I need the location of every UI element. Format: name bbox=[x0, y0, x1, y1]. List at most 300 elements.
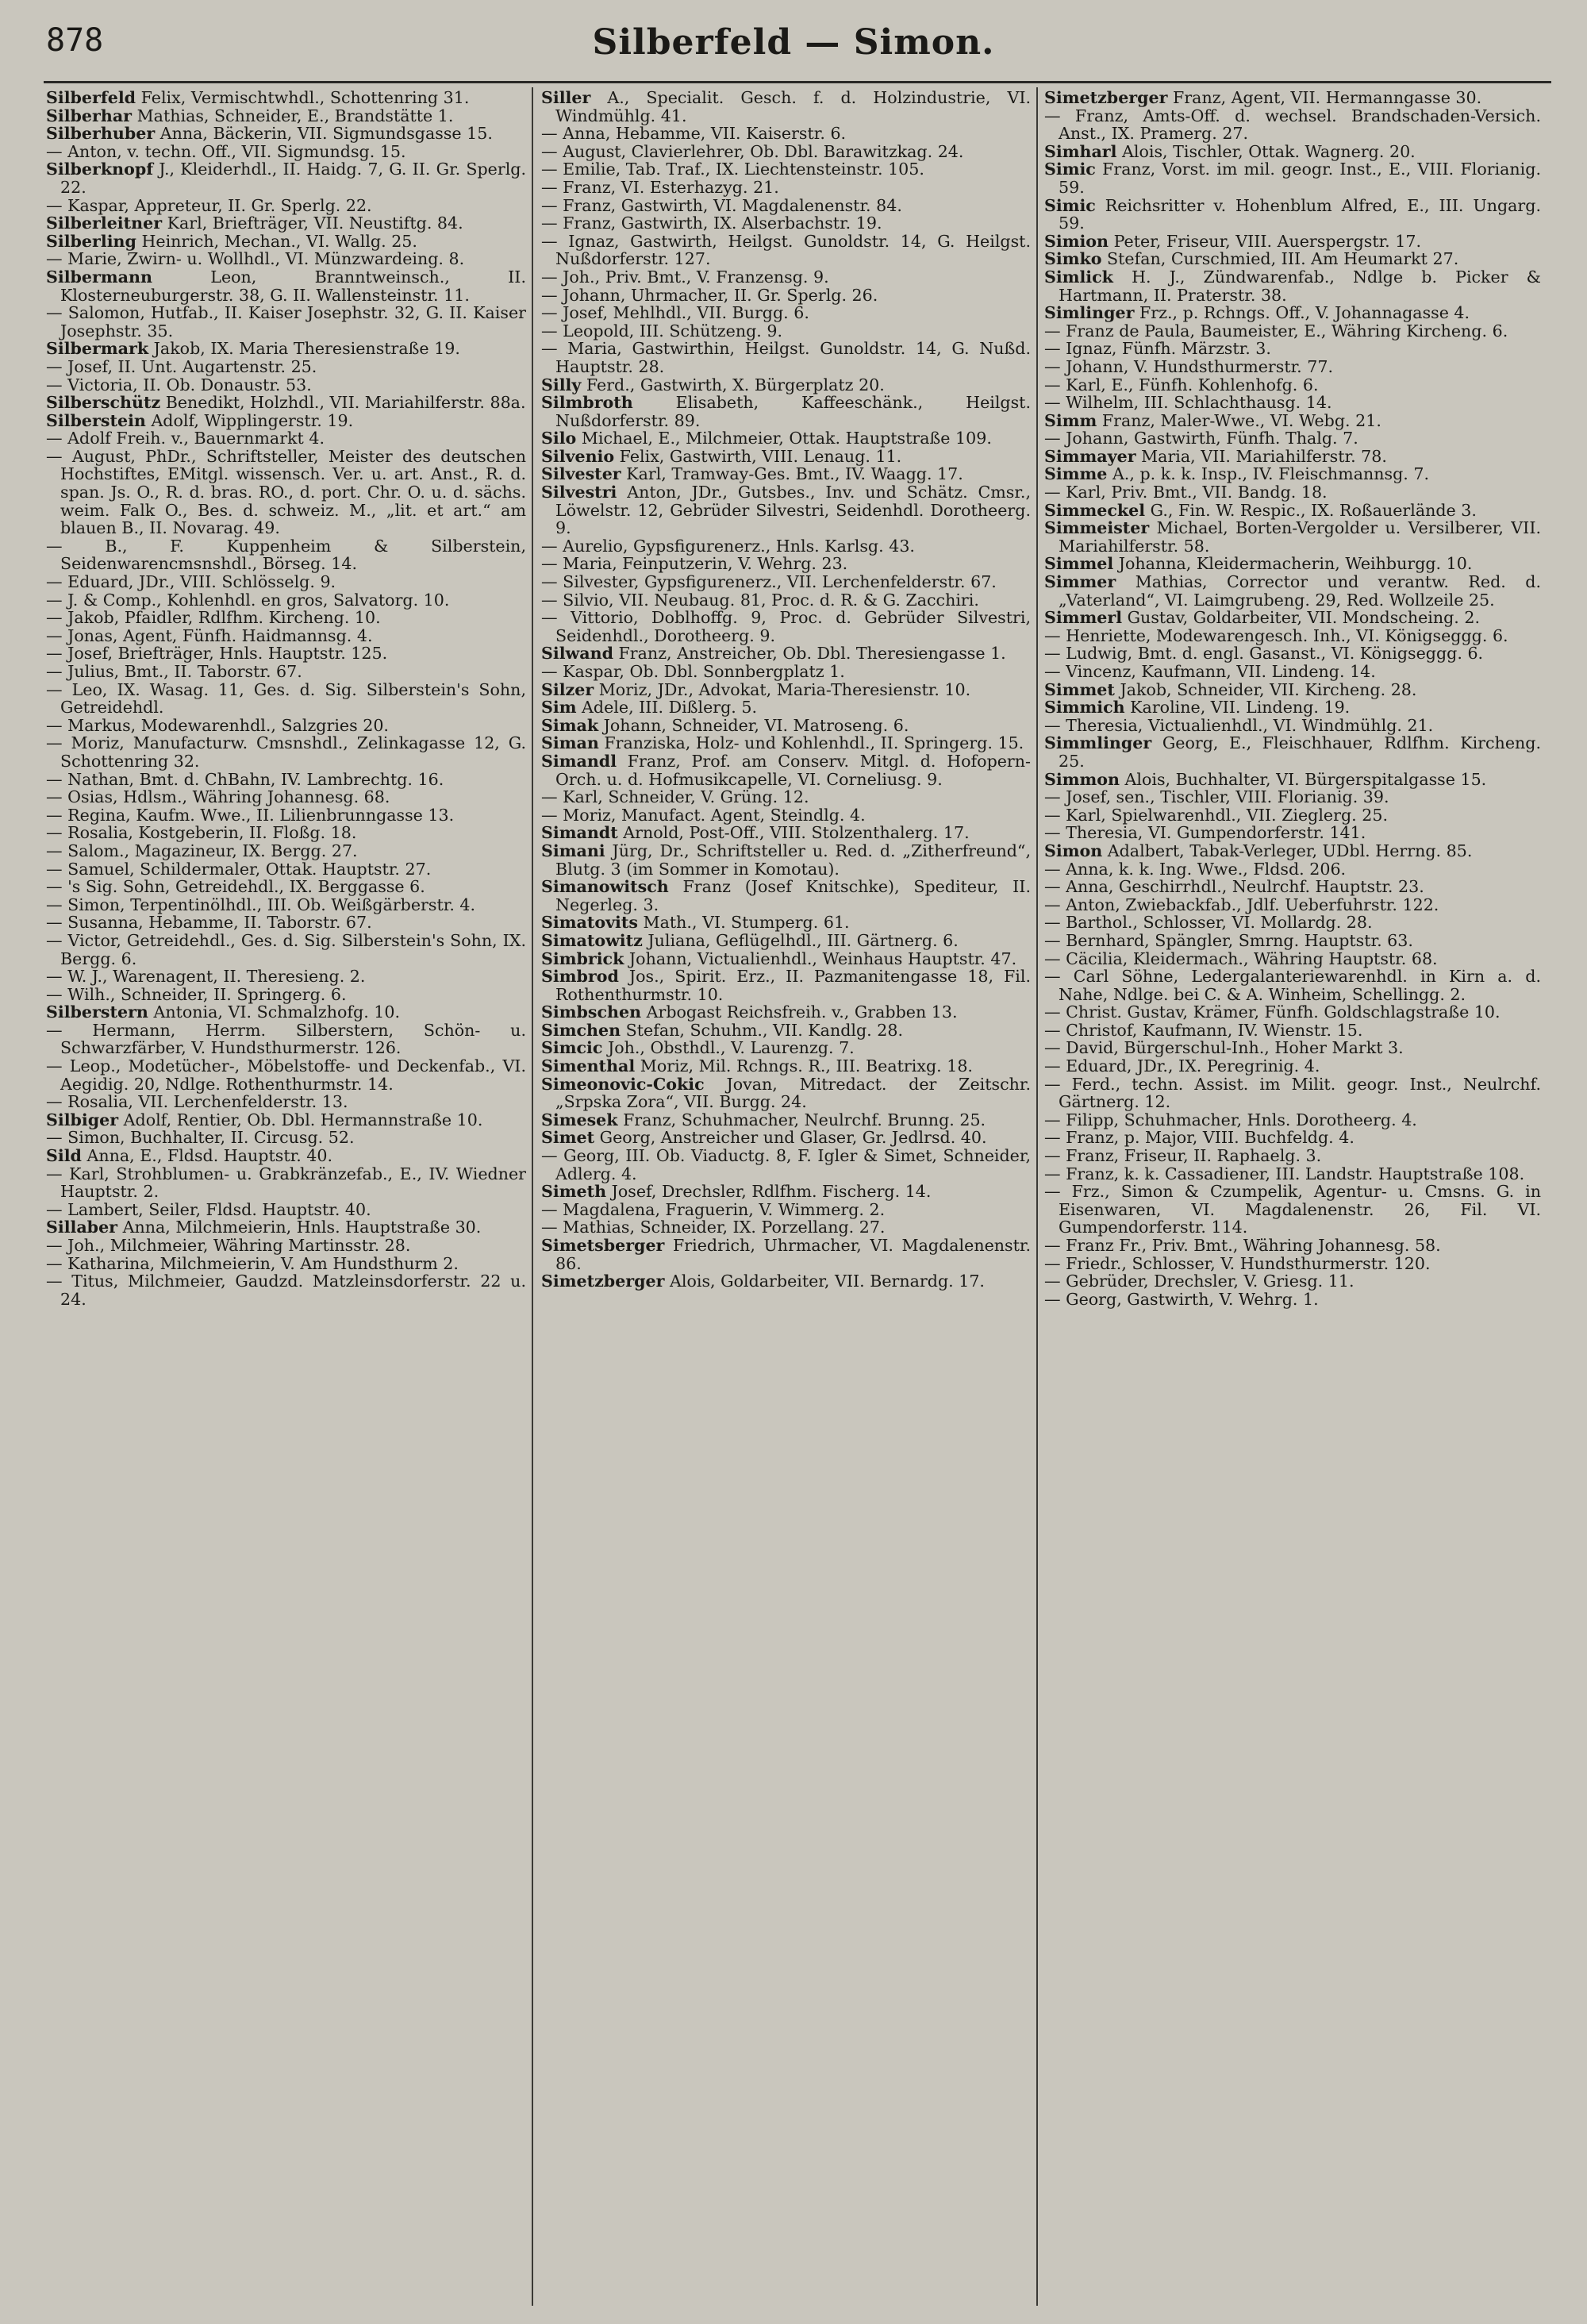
entry-text: Friedrich, Uhrmacher, VI. Magdalenenstr. 86. bbox=[555, 1236, 1031, 1273]
directory-entry bbox=[46, 250, 526, 268]
directory-entry bbox=[1044, 1039, 1541, 1057]
entry-text: J., Kleiderhdl., II. Haidg. 7, G. II. Gr. Sperlg. 22. bbox=[60, 160, 526, 197]
directory-entry bbox=[541, 1147, 1031, 1183]
entry-text: Antonia, VI. Schmalzhofg. 10. bbox=[153, 1002, 401, 1022]
directory-entry bbox=[46, 1165, 526, 1201]
directory-entry bbox=[46, 143, 526, 161]
entry-text: Felix, Gastwirth, VIII. Lenaug. 11. bbox=[619, 446, 902, 466]
entry-text: — Franz, Amts-Off. d. wechsel. Brandschaden-Versich. Anst., IX. Pramerg. 27. bbox=[1044, 106, 1541, 144]
entry-text: Moriz, JDr., Advokat, Maria-Theresienstr. 10. bbox=[598, 679, 971, 699]
entry-text: — Leopold, III. Schützeng. 9. bbox=[541, 321, 783, 341]
directory-entry bbox=[1044, 358, 1541, 376]
directory-entry bbox=[46, 986, 526, 1004]
directory-entry bbox=[46, 1272, 526, 1308]
entry-text: — Franz, p. Major, VIII. Buchfeldg. 4. bbox=[1044, 1128, 1355, 1148]
entry-text: — August, Clavierlehrer, Ob. Dbl. Barawitzkag. 24. bbox=[541, 141, 964, 161]
directory-entry bbox=[541, 179, 1031, 197]
entry-text: — Franz de Paula, Baumeister, E., Währing Kircheng. 6. bbox=[1044, 321, 1508, 341]
column-divider bbox=[1036, 87, 1038, 2306]
directory-entry bbox=[1044, 233, 1541, 251]
entry-text: — Nathan, Bmt. d. ChBahn, IV. Lambrechtg. 16. bbox=[46, 769, 444, 789]
entry-text: — Simon, Terpentinölhdl., III. Ob. Weißgärberstr. 4. bbox=[46, 895, 476, 914]
entry-surname: Simmayer bbox=[1044, 446, 1136, 466]
directory-entry bbox=[46, 968, 526, 986]
directory-entry bbox=[46, 1147, 526, 1165]
entry-surname: Silwand bbox=[541, 644, 613, 664]
entry-text: — Rosalia, Kostgeberin, II. Floßg. 18. bbox=[46, 823, 357, 843]
directory-entry bbox=[46, 806, 526, 825]
entry-text: — Jonas, Agent, Fünfh. Haidmannsg. 4. bbox=[46, 625, 373, 645]
directory-entry bbox=[541, 1111, 1031, 1129]
directory-entry bbox=[541, 1201, 1031, 1219]
directory-entry bbox=[541, 340, 1031, 375]
entry-text: Juliana, Geflügelhdl., III. Gärtnerg. 6. bbox=[647, 930, 959, 950]
directory-entry bbox=[541, 644, 1031, 663]
directory-entry bbox=[46, 89, 526, 107]
directory-entry bbox=[541, 465, 1031, 483]
entry-surname: Siller bbox=[541, 89, 591, 107]
directory-entry bbox=[46, 681, 526, 717]
directory-entry bbox=[541, 537, 1031, 556]
entry-text: — Karl, Spielwarenhdl., VII. Zieglerg. 25. bbox=[1044, 805, 1388, 825]
running-title: Silberfeld — Simon. bbox=[592, 22, 995, 63]
entry-text: Felix, Vermischtwhdl., Schottenring 31. bbox=[140, 89, 470, 107]
entry-text: — Kaspar, Ob. Dbl. Sonnbergplatz 1. bbox=[541, 662, 845, 681]
entry-text: — Ignaz, Gastwirth, Heilgst. Gunoldstr. 14, G. Heilgst. Nußdorferstr. 127. bbox=[541, 231, 1031, 269]
column-2 bbox=[541, 89, 1031, 2303]
directory-entry bbox=[46, 1201, 526, 1219]
entry-text: — Susanna, Hebamme, II. Taborstr. 67. bbox=[46, 913, 372, 933]
entry-text: Arnold, Post-Off., VIII. Stolzenthalerg. 17. bbox=[623, 823, 970, 843]
entry-text: Anton, JDr., Gutsbes., Inv. und Schätz. Cmsr., Löwelstr. 12, Gebrüder Silvestri, Seidenhdl. Dorotheerg. 9. bbox=[555, 483, 1031, 538]
directory-entry bbox=[46, 1022, 526, 1057]
entry-text: Anna, Bäckerin, VII. Sigmundsgasse 15. bbox=[159, 124, 493, 144]
directory-entry bbox=[541, 214, 1031, 233]
directory-entry bbox=[1044, 1255, 1541, 1273]
directory-entry bbox=[541, 788, 1031, 806]
directory-entry bbox=[541, 717, 1031, 735]
directory-entry bbox=[46, 197, 526, 215]
entry-text: — Aurelio, Gypsfigurenerz., Hnls. Karlsg. 43. bbox=[541, 536, 915, 556]
directory-entry bbox=[541, 734, 1031, 752]
entry-text: — Victoria, II. Ob. Donaustr. 53. bbox=[46, 375, 312, 394]
entry-text: Anna, Milchmeierin, Hnls. Hauptstraße 30. bbox=[122, 1218, 482, 1237]
entry-text: — Lambert, Seiler, Fldsd. Hauptstr. 40. bbox=[46, 1199, 371, 1219]
entry-surname: Silo bbox=[541, 429, 577, 448]
directory-entry bbox=[541, 1129, 1031, 1147]
entry-surname: Silbermann bbox=[46, 267, 152, 287]
directory-entry bbox=[541, 394, 1031, 429]
entry-text: Franz, Anstreicher, Ob. Dbl. Theresiengasse 1. bbox=[618, 644, 1006, 664]
entry-text: Frz., p. Rchngs. Off., V. Johannagasse 4. bbox=[1139, 303, 1470, 323]
entry-text: Johann, Schneider, VI. Matroseng. 6. bbox=[603, 715, 909, 735]
entry-text: Elisabeth, Kaffeeschänk., Heilgst. Nußdorferstr. 89. bbox=[555, 393, 1031, 430]
entry-surname: Sillaber bbox=[46, 1218, 118, 1237]
entry-text: — Vincenz, Kaufmann, VII. Lindeng. 14. bbox=[1044, 662, 1376, 681]
directory-entry bbox=[1044, 1075, 1541, 1111]
directory-entry bbox=[46, 717, 526, 735]
entry-text: Jakob, Schneider, VII. Kircheng. 28. bbox=[1120, 679, 1417, 699]
entry-surname: Siman bbox=[541, 733, 599, 753]
entry-text: — Barthol., Schlosser, VI. Mollardg. 28. bbox=[1044, 913, 1373, 933]
entry-text: — Wilhelm, III. Schlachthausg. 14. bbox=[1044, 393, 1332, 413]
directory-entry bbox=[541, 125, 1031, 143]
entry-text: — Josef, Briefträger, Hnls. Hauptstr. 125. bbox=[46, 644, 388, 664]
entry-text: — Ferd., techn. Assist. im Milit. geogr. Inst., Neulrchf. Gärtnerg. 12. bbox=[1044, 1074, 1541, 1112]
entry-surname: Silvester bbox=[541, 464, 621, 484]
entry-text: — Carl Söhne, Ledergalanteriewarenhdl. in Kirn a. d. Nahe, Ndlge. bei C. & A. Winheim, Schellingg. 2. bbox=[1044, 967, 1541, 1004]
entry-text: Georg, Anstreicher und Glaser, Gr. Jedlrsd. 40. bbox=[599, 1128, 987, 1148]
directory-entry bbox=[46, 644, 526, 663]
entry-text: Maria, VII. Mariahilferstr. 78. bbox=[1141, 446, 1387, 466]
entry-text: Adolf, Wipplingerstr. 19. bbox=[151, 410, 354, 430]
entry-surname: Simlinger bbox=[1044, 303, 1135, 323]
directory-entry bbox=[541, 1022, 1031, 1040]
directory-entry bbox=[1044, 519, 1541, 555]
directory-entry bbox=[541, 429, 1031, 448]
entry-text: Adele, III. Dißlerg. 5. bbox=[582, 698, 758, 718]
directory-entry bbox=[541, 681, 1031, 699]
directory-entry bbox=[1044, 107, 1541, 143]
entry-text: Franz (Josef Knitschke), Spediteur, II. Negerleg. 3. bbox=[555, 877, 1031, 914]
directory-entry bbox=[46, 878, 526, 896]
entry-surname: Simbschen bbox=[541, 1002, 642, 1022]
entry-surname: Silberstein bbox=[46, 410, 146, 430]
entry-text: Jovan, Mitredact. der Zeitschr. „Srpska Zora“, VII. Burgg. 24. bbox=[555, 1074, 1031, 1112]
entry-text: Leon, Branntweinsch., II. Klosterneuburgerstr. 38, G. II. Wallensteinstr. 11. bbox=[60, 267, 526, 305]
entry-text: — Vittorio, Doblhoffg. 9, Proc. d. Gebrüder Silvestri, Seidenhdl., Dorotheerg. 9. bbox=[541, 608, 1031, 645]
entry-surname: Simatovits bbox=[541, 913, 638, 933]
entry-surname: Simbrick bbox=[541, 948, 624, 968]
entry-text: Jos., Spirit. Erz., II. Pazmanitengasse 18, Fil. Rothenthurmstr. 10. bbox=[555, 967, 1031, 1004]
entry-surname: Simmel bbox=[1044, 554, 1114, 574]
entry-text: — Hermann, Herrm. Silberstern, Schön- u. Schwarzfärber, V. Hundsthurmerstr. 126. bbox=[46, 1020, 526, 1058]
entry-text: Michael, E., Milchmeier, Ottak. Hauptstraße 109. bbox=[581, 429, 992, 448]
entry-text: — Henriette, Modewarengesch. Inh., VI. Königseggg. 6. bbox=[1044, 625, 1508, 645]
directory-entry bbox=[541, 824, 1031, 842]
entry-surname: Simmerl bbox=[1044, 608, 1123, 628]
directory-entry bbox=[46, 429, 526, 448]
entry-surname: Simmeister bbox=[1044, 518, 1150, 538]
directory-entry bbox=[1044, 968, 1541, 1003]
entry-text: Heinrich, Mechan., VI. Wallg. 25. bbox=[141, 231, 417, 251]
directory-entry bbox=[46, 914, 526, 932]
entry-text: Franz, Vorst. im mil. geogr. Inst., E., VIII. Florianig. 59. bbox=[1059, 160, 1541, 197]
entry-text: Alois, Tischler, Ottak. Wagnerg. 20. bbox=[1122, 141, 1416, 161]
directory-entry bbox=[1044, 555, 1541, 573]
directory-entry bbox=[46, 573, 526, 591]
entry-text: — Anton, Zwiebackfab., Jdlf. Ueberfuhrstr. 122. bbox=[1044, 895, 1439, 914]
entry-surname: Simbrod bbox=[541, 967, 619, 987]
entry-surname: Simmlinger bbox=[1044, 733, 1152, 753]
entry-text: — Franz, VI. Esterhazyg. 21. bbox=[541, 177, 779, 197]
directory-entry bbox=[1044, 914, 1541, 932]
entry-text: Johanna, Kleidermacherin, Weihburgg. 10. bbox=[1118, 554, 1473, 574]
directory-entry bbox=[1044, 627, 1541, 645]
directory-entry bbox=[541, 842, 1031, 878]
entry-text: Mathias, Corrector und verantw. Red. d. „Vaterland“, VI. Laimgrubeng. 29, Red. Wollzeile 25. bbox=[1059, 572, 1541, 610]
entry-text: — Jakob, Pfaidler, Rdlfhm. Kircheng. 10. bbox=[46, 608, 381, 628]
directory-entry bbox=[46, 340, 526, 358]
directory-entry bbox=[46, 860, 526, 879]
entry-text: — Christ. Gustav, Krämer, Fünfh. Goldschlagstraße 10. bbox=[1044, 1002, 1501, 1022]
entry-surname: Simchen bbox=[541, 1020, 621, 1040]
entry-text: — Julius, Bmt., II. Taborstr. 67. bbox=[46, 662, 302, 681]
directory-entry bbox=[1044, 1183, 1541, 1237]
entry-surname: Silberknopf bbox=[46, 160, 154, 179]
directory-entry bbox=[541, 1039, 1031, 1057]
directory-entry bbox=[46, 734, 526, 770]
entry-text: — Simon, Buchhalter, II. Circusg. 52. bbox=[46, 1128, 355, 1148]
directory-entry bbox=[46, 932, 526, 968]
entry-text: — Karl, Priv. Bmt., VII. Bandg. 18. bbox=[1044, 483, 1328, 502]
entry-text: — Anna, Geschirrhdl., Neulrchf. Hauptstr. 23. bbox=[1044, 877, 1424, 897]
entry-text: Michael, Borten-Vergolder u. Versilberer, VII. Mariahilferstr. 58. bbox=[1059, 518, 1541, 556]
directory-entry bbox=[541, 698, 1031, 717]
entry-text: — Franz Fr., Priv. Bmt., Währing Johannesg. 58. bbox=[1044, 1236, 1441, 1255]
entry-text: — Maria, Gastwirthin, Heilgst. Gunoldstr. 14, G. Nußd. Hauptstr. 28. bbox=[541, 339, 1031, 376]
directory-entry bbox=[541, 609, 1031, 644]
entry-text: — Samuel, Schildermaler, Ottak. Hauptstr. 27. bbox=[46, 859, 432, 879]
directory-entry bbox=[46, 412, 526, 430]
directory-entry bbox=[541, 950, 1031, 968]
entry-text: — Marie, Zwirn- u. Wollhdl., VI. Münzwardeing. 8. bbox=[46, 249, 465, 269]
entry-surname: Silberstern bbox=[46, 1002, 148, 1022]
directory-entry bbox=[1044, 717, 1541, 735]
entry-text: Adolf, Rentier, Ob. Dbl. Hermannstraße 10. bbox=[123, 1110, 483, 1129]
directory-entry bbox=[541, 268, 1031, 287]
entry-text: — Theresia, VI. Gumpendorferstr. 141. bbox=[1044, 823, 1366, 843]
directory-entry bbox=[541, 932, 1031, 950]
entry-text: — Franz, Friseur, II. Raphaelg. 3. bbox=[1044, 1146, 1322, 1166]
entry-surname: Silberhar bbox=[46, 106, 133, 125]
page-header bbox=[0, 0, 1587, 87]
directory-entry bbox=[1044, 502, 1541, 520]
entry-surname: Simeth bbox=[541, 1182, 607, 1202]
entry-text: — Magdalena, Fraguerin, V. Wimmerg. 2. bbox=[541, 1199, 886, 1219]
entry-surname: Simeonovic-Cokic bbox=[541, 1074, 705, 1094]
directory-entry bbox=[541, 143, 1031, 161]
directory-entry bbox=[46, 376, 526, 394]
entry-text: Moriz, Mil. Rchngs. R., III. Beatrixg. 18. bbox=[640, 1056, 973, 1076]
directory-entry bbox=[1044, 932, 1541, 950]
directory-entry bbox=[1044, 842, 1541, 860]
entry-text: — Josef, Mehlhdl., VII. Burgg. 6. bbox=[541, 303, 809, 323]
directory-entry bbox=[1044, 878, 1541, 896]
directory-entry bbox=[46, 1129, 526, 1147]
directory-entry bbox=[1044, 824, 1541, 842]
directory-entry bbox=[1044, 465, 1541, 483]
directory-entry bbox=[1044, 376, 1541, 394]
entry-text: — Karl, Schneider, V. Grüng. 12. bbox=[541, 787, 809, 807]
entry-text: H. J., Zündwarenfab., Ndlge b. Picker & Hartmann, II. Praterstr. 38. bbox=[1059, 267, 1541, 305]
entry-text: — Moriz, Manufact. Agent, Steindlg. 4. bbox=[541, 805, 866, 825]
directory-entry bbox=[541, 1003, 1031, 1022]
directory-entry bbox=[541, 376, 1031, 394]
directory-entry bbox=[46, 627, 526, 645]
entry-text: Stefan, Schuhm., VII. Kandlg. 28. bbox=[625, 1020, 904, 1040]
entry-surname: Silvestri bbox=[541, 483, 617, 502]
directory-entry bbox=[46, 1093, 526, 1111]
entry-surname: Silberhuber bbox=[46, 124, 156, 144]
entry-surname: Simani bbox=[541, 841, 605, 860]
entry-text: — Gebrüder, Drechsler, V. Griesg. 11. bbox=[1044, 1272, 1355, 1291]
directory-entry bbox=[541, 752, 1031, 788]
entry-surname: Simenthal bbox=[541, 1056, 636, 1076]
directory-entry bbox=[541, 160, 1031, 179]
directory-entry bbox=[541, 878, 1031, 914]
directory-entry bbox=[541, 914, 1031, 932]
entry-text: — Emilie, Tab. Traf., IX. Liechtensteinstr. 105. bbox=[541, 160, 924, 179]
entry-surname: Simetsberger bbox=[541, 1236, 665, 1255]
entry-surname: Simatowitz bbox=[541, 930, 643, 950]
entry-surname: Simanowitsch bbox=[541, 877, 669, 897]
directory-entry bbox=[1044, 1237, 1541, 1255]
entry-text: — Christof, Kaufmann, IV. Wienstr. 15. bbox=[1044, 1020, 1363, 1040]
directory-entry bbox=[46, 1237, 526, 1255]
directory-entry bbox=[1044, 609, 1541, 627]
entry-text: — Moriz, Manufacturw. Cmsnshdl., Zelinkagasse 12, G. Schottenring 32. bbox=[46, 733, 526, 771]
entry-surname: Simmer bbox=[1044, 572, 1116, 592]
directory-entry bbox=[46, 591, 526, 610]
directory-entry bbox=[1044, 1057, 1541, 1075]
entry-surname: Simandt bbox=[541, 823, 618, 843]
entry-text: — J. & Comp., Kohlenhdl. en gros, Salvatorg. 10. bbox=[46, 590, 450, 610]
directory-entry bbox=[1044, 197, 1541, 233]
entry-surname: Simmet bbox=[1044, 679, 1115, 699]
entry-text: — Johann, V. Hundsthurmerstr. 77. bbox=[1044, 356, 1334, 376]
entry-surname: Silberleitner bbox=[46, 214, 163, 233]
entry-surname: Simon bbox=[1044, 841, 1103, 860]
directory-entry bbox=[1044, 322, 1541, 341]
directory-entry bbox=[1044, 429, 1541, 448]
entry-text: — Anna, k. k. Ing. Wwe., Fldsd. 206. bbox=[1044, 859, 1347, 879]
header-rule bbox=[44, 81, 1551, 83]
directory-entry bbox=[1044, 1272, 1541, 1291]
directory-entry bbox=[46, 537, 526, 573]
directory-entry bbox=[541, 89, 1031, 125]
entry-text: — 's Sig. Sohn, Getreidehdl., IX. Berggasse 6. bbox=[46, 877, 425, 897]
directory-entry bbox=[46, 771, 526, 789]
entry-text: A., Specialit. Gesch. f. d. Holzindustrie, VI. Windmühlg. 41. bbox=[555, 89, 1031, 125]
directory-entry bbox=[541, 233, 1031, 268]
directory-entry bbox=[1044, 340, 1541, 358]
entry-text: — Josef, II. Unt. Augartenstr. 25. bbox=[46, 356, 317, 376]
entry-text: Josef, Drechsler, Rdlfhm. Fischerg. 14. bbox=[611, 1182, 932, 1202]
directory-entry bbox=[541, 1218, 1031, 1237]
directory-entry bbox=[1044, 663, 1541, 681]
entry-text: — Titus, Milchmeier, Gaudzd. Matzleinsdorferstr. 22 u. 24. bbox=[46, 1272, 526, 1309]
entry-text: — Georg, III. Ob. Viaductg. 8, F. Igler & Simet, Schneider, Adlerg. 4. bbox=[541, 1146, 1031, 1183]
entry-text: Mathias, Schneider, E., Brandstätte 1. bbox=[136, 106, 454, 125]
entry-surname: Simmon bbox=[1044, 769, 1120, 789]
directory-entry bbox=[1044, 448, 1541, 466]
entry-surname: Simmeckel bbox=[1044, 500, 1146, 520]
directory-entry bbox=[1044, 698, 1541, 717]
column-1 bbox=[46, 89, 526, 2303]
directory-entry bbox=[46, 304, 526, 340]
entry-surname: Simmich bbox=[1044, 698, 1125, 718]
entry-text: Alois, Goldarbeiter, VII. Bernardg. 17. bbox=[670, 1272, 985, 1291]
entry-surname: Silbermark bbox=[46, 339, 149, 359]
directory-entry bbox=[1044, 860, 1541, 879]
entry-text: — Theresia, Victualienhdl., VI. Windmühlg. 21. bbox=[1044, 715, 1434, 735]
directory-entry bbox=[1044, 1147, 1541, 1165]
entry-text: — Silvio, VII. Neubaug. 81, Proc. d. R. & G. Zacchiri. bbox=[541, 590, 979, 610]
directory-entry bbox=[541, 591, 1031, 610]
entry-text: — Bernhard, Spängler, Smrng. Hauptstr. 63. bbox=[1044, 930, 1413, 950]
entry-text: A., p. k. k. Insp., IV. Fleischmannsg. 7. bbox=[1112, 464, 1429, 484]
entry-text: — Kaspar, Appreteur, II. Gr. Sperlg. 22. bbox=[46, 195, 372, 215]
directory-entry bbox=[1044, 304, 1541, 322]
directory-entry bbox=[541, 555, 1031, 573]
page-number: 878 bbox=[46, 22, 104, 59]
directory-entry bbox=[541, 448, 1031, 466]
directory-entry bbox=[46, 394, 526, 412]
entry-surname: Simandl bbox=[541, 751, 617, 771]
directory-entry bbox=[1044, 268, 1541, 304]
directory-entry bbox=[541, 322, 1031, 341]
entry-text: Karl, Tramway-Ges. Bmt., IV. Waagg. 17. bbox=[626, 464, 963, 484]
entry-surname: Silberschütz bbox=[46, 393, 161, 413]
entry-text: Joh., Obsthdl., V. Laurenzg. 7. bbox=[607, 1038, 855, 1058]
directory-entry bbox=[1044, 250, 1541, 268]
entry-text: — Eduard, JDr., IX. Peregrinig. 4. bbox=[1044, 1056, 1320, 1076]
entry-text: — Markus, Modewarenhdl., Salzgries 20. bbox=[46, 715, 389, 735]
entry-text: — Silvester, Gypsfigurenerz., VII. Lerchenfelderstr. 67. bbox=[541, 572, 997, 592]
entry-surname: Simetzberger bbox=[541, 1272, 665, 1291]
directory-entry bbox=[541, 1183, 1031, 1201]
entry-text: — David, Bürgerschul-Inh., Hoher Markt 3. bbox=[1044, 1038, 1404, 1058]
directory-entry bbox=[46, 663, 526, 681]
entry-text: Franz, Schuhmacher, Neulrchf. Brunng. 25. bbox=[623, 1110, 986, 1129]
directory-entry bbox=[46, 1255, 526, 1273]
entry-text: Georg, E., Fleischhauer, Rdlfhm. Kircheng. 25. bbox=[1059, 733, 1541, 771]
entry-text: — Friedr., Schlosser, V. Hundsthurmerstr. 120. bbox=[1044, 1253, 1431, 1273]
entry-text: — Salomon, Hutfab., II. Kaiser Josephstr. 32, G. II. Kaiser Josephstr. 35. bbox=[46, 303, 526, 341]
directory-entry bbox=[46, 1218, 526, 1237]
entry-surname: Sim bbox=[541, 698, 577, 718]
directory-entry bbox=[46, 1111, 526, 1129]
column-divider bbox=[532, 87, 533, 2306]
entry-surname: Simcic bbox=[541, 1038, 603, 1058]
directory-entry bbox=[1044, 644, 1541, 663]
directory-entry bbox=[46, 268, 526, 304]
entry-text: Reichsritter v. Hohenblum Alfred, E., III. Ungarg. 59. bbox=[1059, 195, 1541, 233]
entry-text: Franz, Maler-Wwe., VI. Webg. 21. bbox=[1101, 410, 1381, 430]
entry-text: — Katharina, Milchmeierin, V. Am Hundsthurm 2. bbox=[46, 1253, 459, 1273]
directory-entry bbox=[1044, 394, 1541, 412]
entry-text: Peter, Friseur, VIII. Auerspergstr. 17. bbox=[1113, 231, 1422, 251]
entry-surname: Simme bbox=[1044, 464, 1108, 484]
directory-entry bbox=[1044, 734, 1541, 770]
entry-surname: Simet bbox=[541, 1128, 595, 1148]
entry-text: — Ignaz, Fünfh. Märzstr. 3. bbox=[1044, 339, 1271, 359]
entry-text: Jürg, Dr., Schriftsteller u. Red. d. „Zitherfreund“, Blutg. 3 (im Sommer in Komotau). bbox=[555, 841, 1031, 879]
directory-entry bbox=[541, 806, 1031, 825]
entry-surname: Simharl bbox=[1044, 141, 1117, 161]
directory-entry bbox=[541, 1057, 1031, 1075]
entry-text: — Leop., Modetücher-, Möbelstoffe- und Deckenfab., VI. Aegidig. 20, Ndlge. Rothenthurmstr. 14. bbox=[46, 1056, 526, 1094]
entry-text: — Joh., Milchmeier, Währing Martinsstr. 28. bbox=[46, 1236, 411, 1255]
directory-entry bbox=[541, 197, 1031, 215]
entry-surname: Silmbroth bbox=[541, 393, 633, 413]
entry-text: — Ludwig, Bmt. d. engl. Gasanst., VI. Königseggg. 6. bbox=[1044, 644, 1484, 664]
entry-text: Math., VI. Stumperg. 61. bbox=[643, 913, 850, 933]
directory-entry bbox=[46, 788, 526, 806]
directory-entry bbox=[541, 287, 1031, 305]
directory-entry bbox=[541, 304, 1031, 322]
